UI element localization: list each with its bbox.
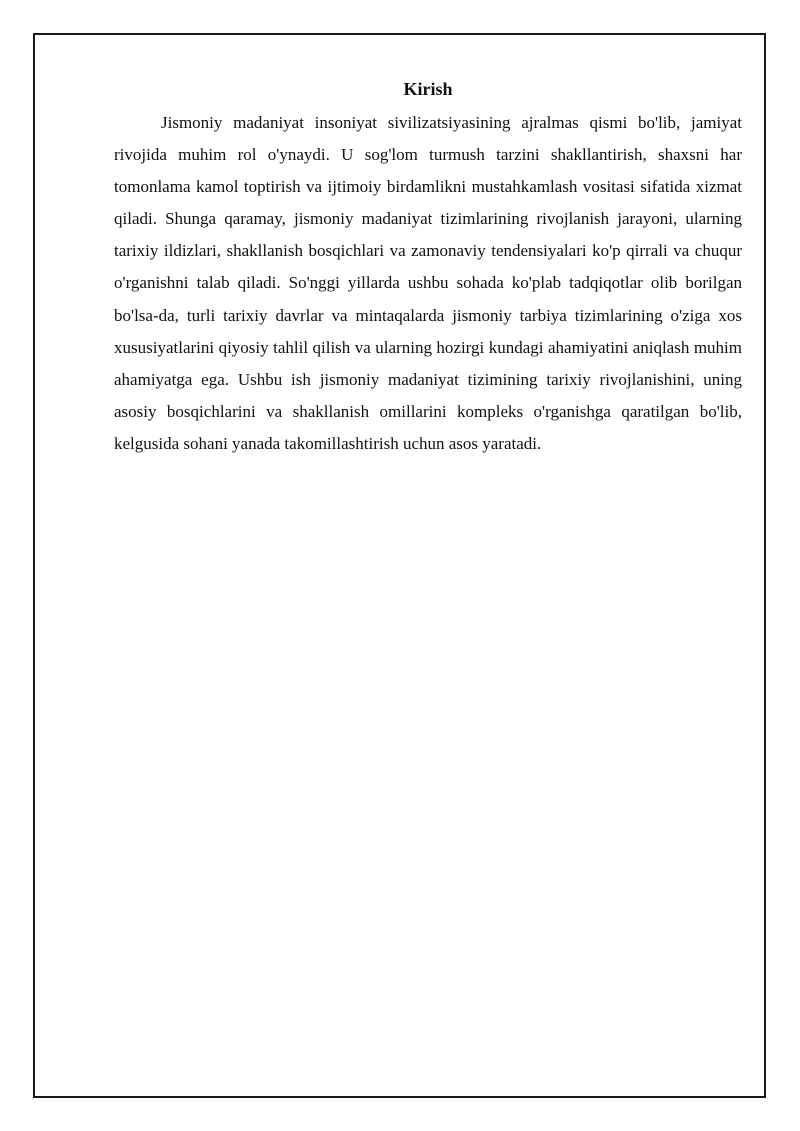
document-body <box>114 76 742 460</box>
introduction-paragraph: Jismoniy madaniyat insoniyat sivilizatsiyasining ajralmas qismi bo'lib, jamiyat rivojida muhim rol o'ynaydi. U sog'lom turmush tarzini shakllantirish, shaxsni har tomonlama kamol toptirish va ijtimoiy birdamlikni mustahkamlash vositasi sifatida xizmat qiladi. Shunga qaramay, jismoniy madaniyat tizimlarining rivojlanish jarayoni, ularning tarixiy ildizlari, shakllanish bosqichlari va zamonaviy tendensiyalari ko'p qirrali va chuqur o'rganishni talab qiladi. So'nggi yillarda ushbu sohada ko'plab tadqiqotlar olib borilgan bo'lsa-da, turli tarixiy davrlar va mintaqalarda jismoniy tarbiya tizimlarining o'ziga xos xususiyatlarini qiyosiy tahlil qilish va ularning hozirgi kundagi ahamiyatini aniqlash muhim ahamiyatga ega. Ushbu ish jismoniy madaniyat tizimining tarixiy rivojlanishini, uning asosiy bosqichlarini va shakllanish omillarini kompleks o'rganishga qaratilgan bo'lib, kelgusida sohani yanada takomillashtirish uchun asos yaratadi. <box>114 113 742 453</box>
section-heading: Kirish <box>403 79 453 99</box>
